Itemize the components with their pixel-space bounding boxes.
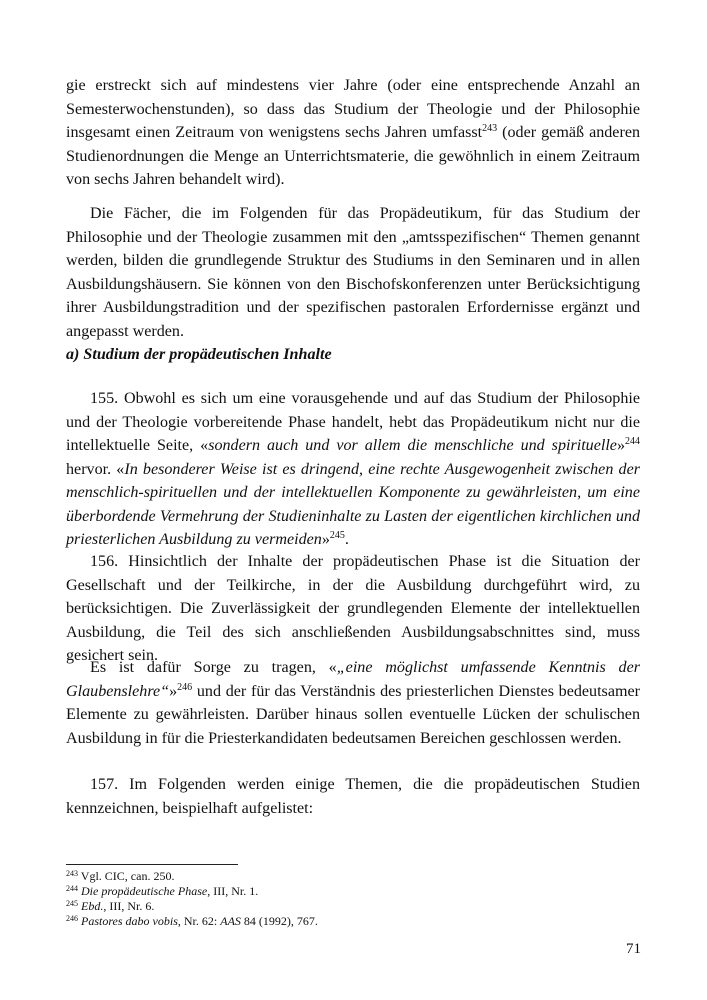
paragraph-subjects bbox=[66, 202, 640, 343]
footnote-text: Die propädeutische Phase bbox=[81, 884, 208, 898]
paragraph-text: Es ist dafür Sorge zu tragen, « bbox=[90, 659, 337, 676]
paragraph-text: . bbox=[344, 531, 349, 548]
section-heading: a) Studium der propädeutischen Inhalte bbox=[66, 346, 332, 363]
footnote-divider bbox=[66, 864, 238, 865]
footnote-text: Ebd. bbox=[81, 899, 104, 913]
footnote-text: , Nr. 62: bbox=[177, 914, 221, 928]
footnote-ref-245[interactable]: 245 bbox=[329, 530, 345, 541]
footnote-245 bbox=[66, 899, 640, 914]
footnote-ref-244[interactable]: 244 bbox=[625, 436, 640, 447]
paragraph-155 bbox=[66, 387, 640, 552]
footnote-ref-246[interactable]: 246 bbox=[177, 681, 193, 693]
footnote-text: AAS bbox=[220, 914, 241, 928]
footnote-ref-243[interactable]: 243 bbox=[482, 123, 498, 134]
quotation-text: sondern auch und vor allem die menschliche und spirituelle bbox=[208, 437, 617, 454]
quote-mark: » bbox=[616, 437, 625, 454]
footnote-243 bbox=[66, 869, 640, 884]
paragraph-text: und der für das Verständnis des priesterlichen Dienstes bedeutsamer Elemente zu gewährleisten. Darüber hinaus sollen eventuelle Lücken der schulischen Ausbildung in für die Priesterkandidaten bedeutsamen Bereichen geschlossen werden. bbox=[66, 682, 640, 747]
quote-mark: » bbox=[321, 531, 330, 548]
footnote-text: , III, Nr. 6. bbox=[103, 899, 155, 913]
footnote-244 bbox=[66, 884, 640, 899]
paragraph-text: hervor. « bbox=[66, 460, 125, 478]
footnote-number: 243 bbox=[66, 869, 78, 878]
paragraph-156 bbox=[66, 550, 640, 668]
paragraph-text: gie erstreckt sich auf mindestens vier Jahre (oder eine entsprechende Anzahl an Semesterwochenstunden), so dass das Studium der Theologie und der Philosophie insgesamt einen Zeitraum von wenigstens sechs Jahren umfasst bbox=[66, 77, 640, 141]
footnote-number: 245 bbox=[66, 899, 78, 908]
paragraph-care bbox=[66, 656, 640, 750]
footnote-246 bbox=[66, 914, 640, 929]
footnote-text: 84 (1992), 767. bbox=[240, 914, 318, 928]
quote-mark: » bbox=[169, 682, 178, 700]
paragraph-continuation bbox=[66, 74, 640, 192]
quotation-text: In besonderer Weise ist es dringend, eine rechte Ausgewogenheit zwischen der menschlich-spirituellen und der intellektuellen Komponente zu gewährleisten, um eine überbordende Vermehrung der Studieninhalte zu Lasten der eigentlichen kirchlichen und priesterlichen Ausbildung zu vermeiden bbox=[66, 460, 640, 548]
paragraph-text: 157. Im Folgenden werden einige Themen, die die propädeutischen Studien kennzeichnen, beispielhaft aufgelistet: bbox=[66, 776, 640, 817]
footnotes-section bbox=[66, 869, 640, 929]
footnote-text: , III, Nr. 1. bbox=[207, 884, 259, 898]
paragraph-text: (oder gemäß anderen Studienordnungen die Menge an Unterrichtsmaterie, die gewöhnlich in einem Zeitraum von sechs Jahren behandelt wird). bbox=[66, 124, 641, 188]
page-number: 71 bbox=[626, 941, 641, 957]
footnote-text: Vgl. CIC, can. 250. bbox=[80, 869, 175, 883]
quotation-text: „eine möglichst umfassende Kenntnis der Glaubenslehre“ bbox=[66, 659, 641, 700]
footnote-text: Pastores dabo vobis bbox=[81, 914, 178, 928]
paragraph-text: 156. Hinsichtlich der Inhalte der propädeutischen Phase ist die Situation der Gesellschaft und der Teilkirche, in der die Ausbildung durchgeführt wird, zu berücksichtigen. Die Zuverlässigkeit der grundlegenden Elemente der intellektuellen Ausbildung, die Teil des sich anschließenden Ausbildungsabschnittes sind, muss gesichert sein. bbox=[66, 553, 640, 664]
footnote-number: 246 bbox=[66, 914, 78, 923]
paragraph-157 bbox=[66, 773, 640, 820]
footnote-number: 244 bbox=[66, 884, 78, 893]
paragraph-text: 155. Obwohl es sich um eine vorausgehende und auf das Studium der Philosophie und der Theologie vorbereitende Phase handelt, hebt das Propädeutikum nicht nur die intellektuelle Seite, « bbox=[66, 390, 640, 454]
paragraph-text: Die Fächer, die im Folgenden für das Propädeutikum, für das Studium der Philosophie und der Theologie zusammen mit den „amtsspezifischen“ Themen genannt werden, bilden die grundlegende Struktur des Studiums in den Seminaren und in allen Ausbildungshäusern. Sie können von den Bischofskonferenzen unter Berücksichtigung ihrer Ausbildungstradition und der spezifischen pastoralen Erfordernisse ergänzt und angepasst werden. bbox=[66, 205, 640, 340]
